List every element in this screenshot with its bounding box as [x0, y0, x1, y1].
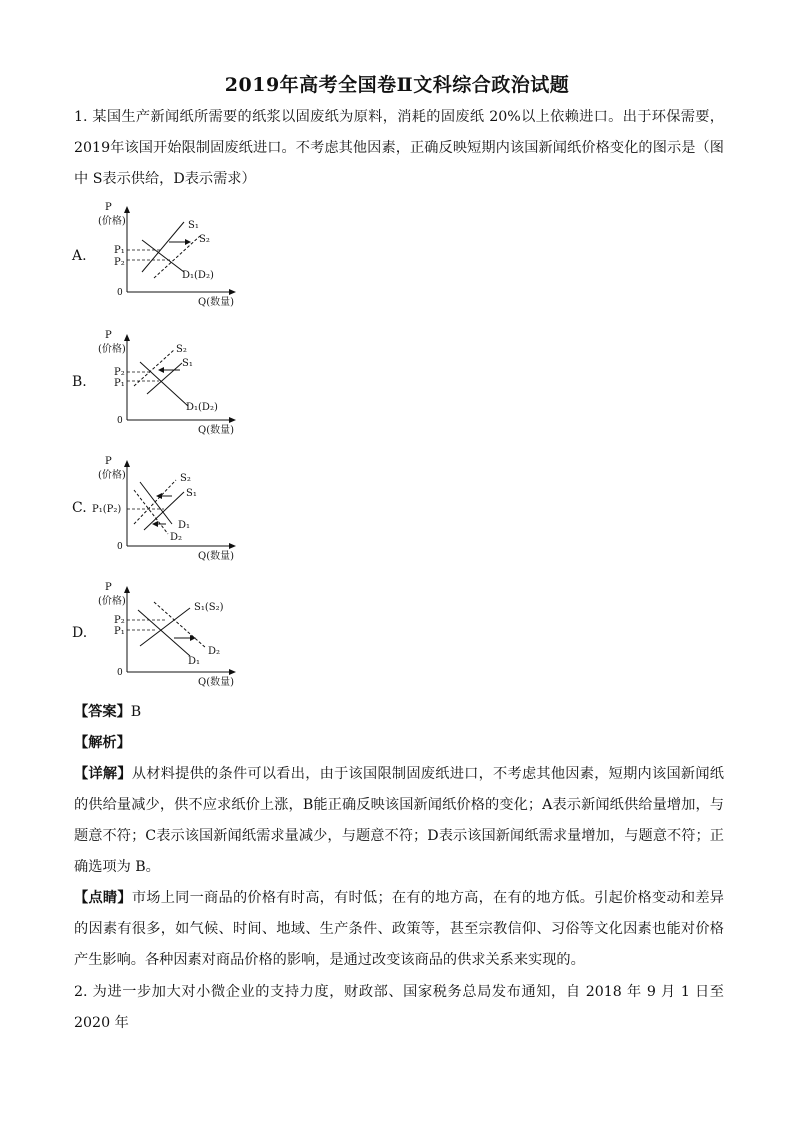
option-a-q-label: Q(数量) [198, 297, 235, 308]
option-b-p-arrow-icon [124, 334, 130, 341]
option-c-d1-label: D₁ [178, 520, 191, 531]
option-b-q-arrow-icon [229, 417, 236, 423]
option-a-shift-arrow-icon [185, 239, 191, 245]
option-b-price-lower: P₁ [114, 378, 125, 389]
option-b-p-unit: (价格) [98, 344, 126, 355]
comment-tag: 【点睛】 [74, 890, 132, 906]
comment-text: 市场上同一商品的价格有时高，有时低；在有的地方高，在有的地方低。引起价格变动和差异的因素有很多，如气候、时间、地域、生产条件、政策等，甚至宗教信仰、习俗等文化因素也能对价格产生影响。各种因素对商品价格的影响，是通过改变该商品的供求关系来实现的。 [74, 890, 724, 968]
option-c-q-arrow-icon [229, 543, 236, 549]
option-c-s-low-label: S₁ [186, 488, 197, 499]
option-a-p-label: P [105, 202, 112, 213]
option-c-price-same: P₁(P₂) [92, 504, 122, 515]
detail-tag: 【详解】 [74, 766, 132, 782]
option-d-p-arrow-icon [124, 586, 130, 593]
option-b-origin: 0 [117, 416, 123, 426]
option-a-curve-s1 [142, 222, 184, 272]
option-a-p-arrow-icon [124, 206, 130, 213]
answer-value: B [130, 704, 142, 720]
option-d-d2-label: D₂ [208, 646, 221, 657]
question-2-stem: 2. 为进一步加大对小微企业的支持力度，财政部、国家税务总局发布通知，自 2018 年 9 月 1 日至 2020 年 [74, 984, 724, 1031]
option-d-origin: 0 [117, 668, 123, 678]
option-a-origin: 0 [117, 288, 123, 298]
option-c-p-label: P [105, 456, 112, 467]
option-b-q-label: Q(数量) [198, 425, 235, 436]
detail-text: 从材料提供的条件可以看出，由于该国限制固废纸进口，不考虑其他因素，短期内该国新闻纸的供给量减少，供不应求纸价上涨，B能正确反映该国新闻纸价格的变化；A表示新闻纸供给量增加，与题意不符；C表示该国新闻纸需求量减少，与题意不符；D表示该国新闻纸需求量增加，与题意不符；正确选项为 B。 [74, 766, 724, 875]
option-d-letter: D. [72, 625, 88, 641]
option-b-s-low-label: S₁ [182, 358, 193, 369]
option-c-p-unit: (价格) [98, 470, 126, 481]
option-b-shift-arrow-icon [158, 367, 164, 373]
option-b-s-high-label: S₂ [176, 344, 187, 355]
option-a-q-arrow-icon [229, 289, 236, 295]
option-a-d-label: D₁(D₂) [182, 270, 214, 281]
option-a-letter: A. [72, 248, 87, 264]
option-d-p-label: P [105, 582, 112, 593]
option-a-p-unit: (价格) [98, 216, 126, 227]
analysis-tag: 【解析】 [74, 735, 131, 751]
option-b-graph [92, 328, 262, 438]
option-c-d2-label: D₂ [170, 532, 183, 543]
option-c-graph [92, 454, 262, 564]
comment-paragraph [74, 883, 724, 976]
option-d-s-label: S₁(S₂) [194, 602, 224, 613]
option-c-q-label: Q(数量) [198, 551, 235, 562]
option-b-p-label: P [105, 330, 112, 341]
option-a-s-low-label: S₂ [199, 234, 210, 245]
option-d-curve-d1 [138, 610, 190, 656]
option-a-graph [92, 200, 262, 310]
option-d-q-arrow-icon [229, 669, 236, 675]
option-c-p-arrow-icon [124, 460, 130, 467]
answer-tag: 【答案】 [74, 704, 131, 720]
option-d-price-upper: P₂ [114, 615, 125, 626]
analysis-line [74, 728, 724, 759]
detail-paragraph [74, 759, 724, 883]
option-b-curve-s1 [147, 363, 182, 394]
option-d-d1-label: D₁ [188, 656, 201, 667]
option-d-graph [92, 580, 262, 690]
option-d-q-label: Q(数量) [198, 677, 235, 688]
page-title: 2019年高考全国卷Ⅱ文科综合政治试题 [224, 74, 570, 96]
option-d-p-unit: (价格) [98, 596, 126, 607]
option-c-origin: 0 [117, 542, 123, 552]
option-a-price-upper: P₁ [114, 245, 125, 256]
option-b-letter: B. [72, 374, 87, 390]
option-c-letter: C. [72, 500, 87, 516]
option-c-s-high-label: S₂ [180, 473, 191, 484]
option-b-price-upper: P₂ [114, 367, 125, 378]
option-a-s-high-label: S₁ [188, 220, 199, 231]
option-d-price-lower: P₁ [114, 626, 125, 637]
answer-line [74, 697, 724, 728]
option-b-d-label: D₁(D₂) [186, 402, 218, 413]
option-a-price-lower: P₂ [114, 257, 125, 268]
question-1-stem: 1. 某国生产新闻纸所需要的纸浆以固废纸为原料，消耗的固废纸 20%以上依赖进口。出于环保需要，2019年该国开始限制固废纸进口。不考虑其他因素，正确反映短期内该国新闻纸价格变化的图示是（图中 S表示供给，D表示需求） [74, 109, 724, 187]
